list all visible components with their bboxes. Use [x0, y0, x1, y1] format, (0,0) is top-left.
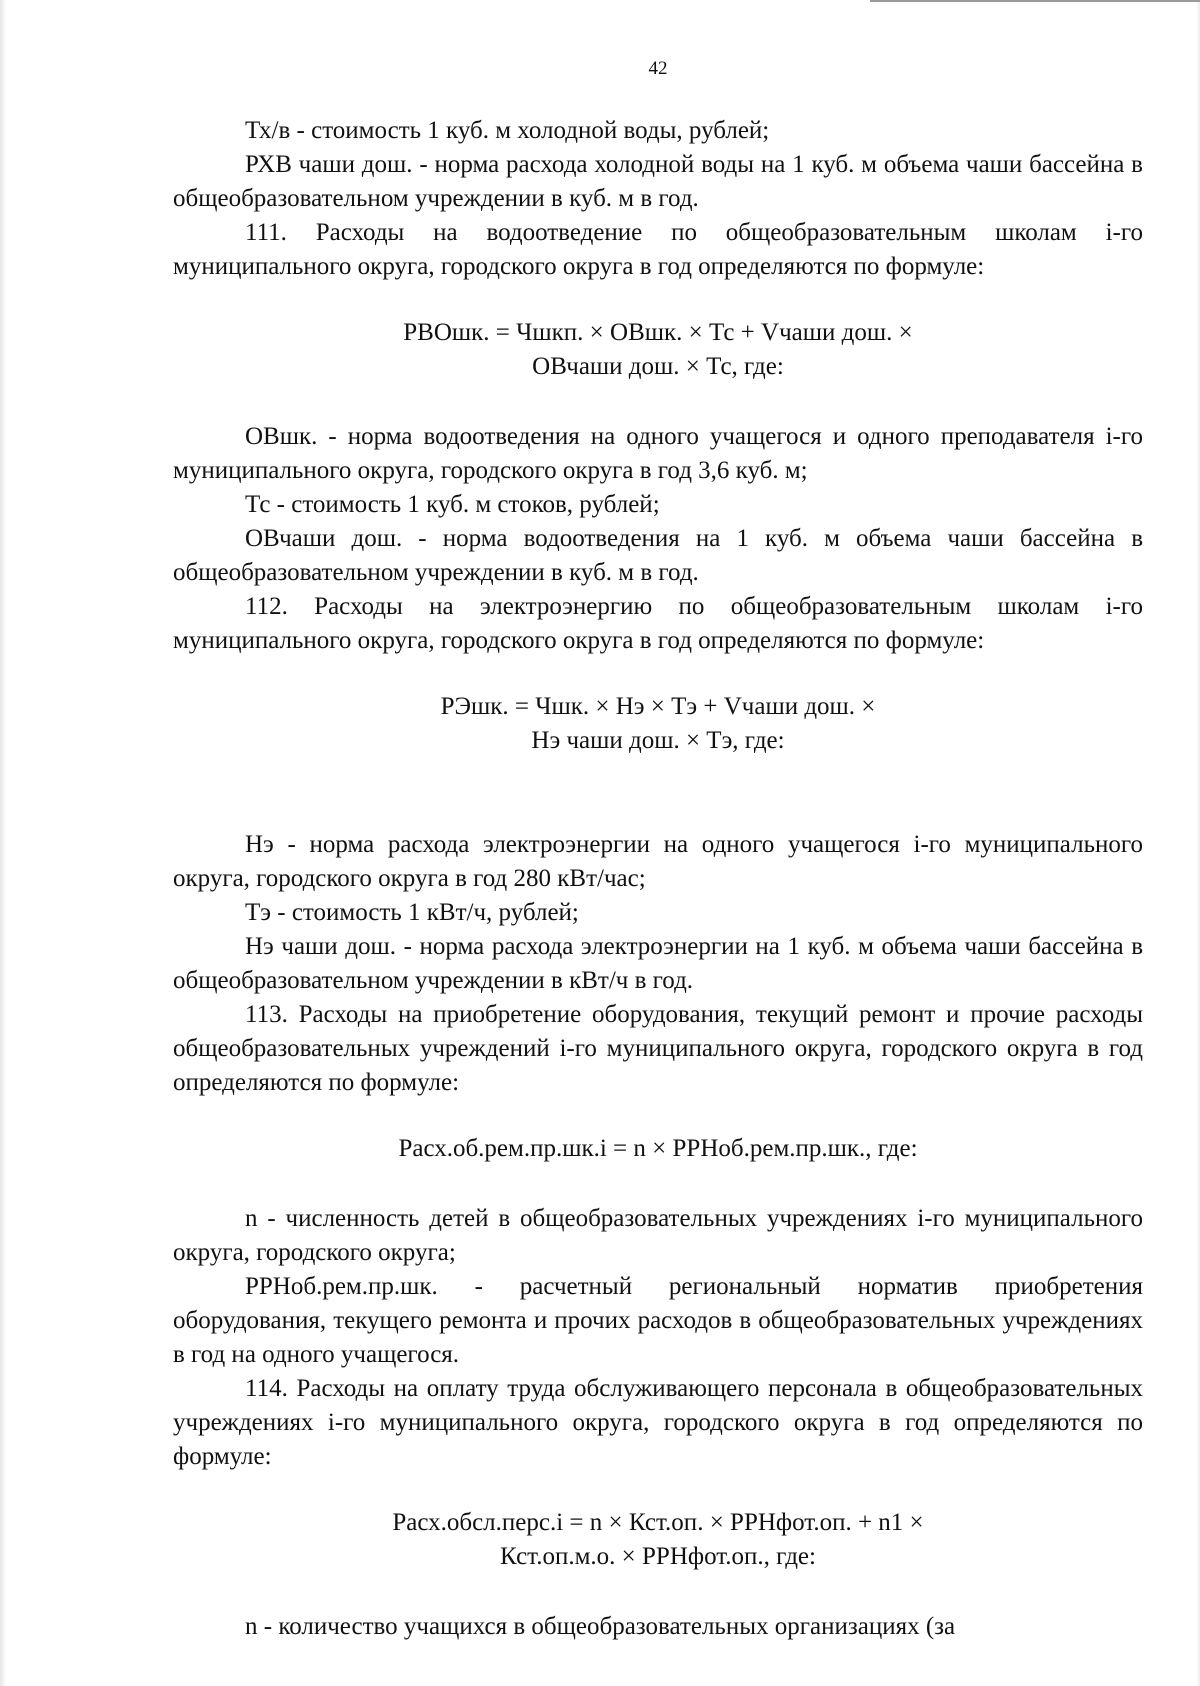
paragraph-ne-pool: Нэ чаши дош. - норма расхода электроэнергии на 1 куб. м объема чаши бассейна в общеобразовательном учреждении в кВт/ч в год.	[173, 933, 1143, 994]
paragraph-tx-cost: Тх/в - стоимость 1 куб. м холодной воды, рублей;	[245, 117, 770, 144]
formula-staff-line2: Кст.оп.м.о. × РРНфот.оп., где:	[500, 1543, 816, 1570]
paragraph-112: 112. Расходы на электроэнергию по общеобразовательным школам i-го муниципального округа, городского округа в год определяются по формуле:	[173, 593, 1143, 654]
formula-re-line1: РЭшк. = Чшк. × Нэ × Тэ + Vчаши дош. ×	[440, 693, 876, 720]
paragraph-tc-cost: Тс - стоимость 1 куб. м стоков, рублей;	[245, 491, 660, 518]
paragraph-n-students: n - количество учащихся в общеобразовательных организациях (за	[245, 1613, 956, 1640]
scan-edge-right	[1196, 0, 1200, 1686]
paragraph-rhv-norm: РХВ чаши дош. - норма расхода холодной воды на 1 куб. м объема чаши бассейна в общеобразовательном учреждении в куб. м в год.	[173, 151, 1143, 212]
paragraph-te-cost: Тэ - стоимость 1 кВт/ч, рублей;	[245, 899, 579, 926]
paragraph-ne-norm: Нэ - норма расхода электроэнергии на одного учащегося i-го муниципального округа, городского округа в год 280 кВт/час;	[173, 831, 1143, 892]
paragraph-ov-pool: ОВчаши дош. - норма водоотведения на 1 куб. м объема чаши бассейна в общеобразовательном учреждении в куб. м в год.	[173, 525, 1143, 586]
paragraph-114: 114. Расходы на оплату труда обслуживающего персонала в общеобразовательных учреждениях i-го муниципального округа, городского округа в год определяются по формуле:	[173, 1375, 1143, 1470]
scan-edge-left	[0, 0, 6, 1686]
formula-rvo-line2: ОВчаши дош. × Тс, где:	[532, 353, 784, 380]
document-body	[173, 114, 1143, 1644]
formula-staff-line1: Расх.обсл.перс.i = n × Кст.оп. × РРНфот.оп. + n1 ×	[392, 1509, 924, 1536]
page-number: 42	[648, 58, 668, 79]
paragraph-n-children: n - численность детей в общеобразовательных учреждениях i-го муниципального округа, городского округа;	[173, 1205, 1143, 1266]
paragraph-113: 113. Расходы на приобретение оборудования, текущий ремонт и прочие расходы общеобразовательных учреждений i-го муниципального округа, городского округа в год определяются по формуле:	[173, 1001, 1143, 1096]
paragraph-rrn-equipment: РРНоб.рем.пр.шк. - расчетный региональный норматив приобретения оборудования, текущего ремонта и прочих расходов в общеобразовательных учреждениях в год на одного учащегося.	[173, 1273, 1143, 1368]
paragraph-ov-norm: ОВшк. - норма водоотведения на одного учащегося и одного преподавателя i-го муниципального округа, городского округа в год 3,6 куб. м;	[173, 423, 1143, 484]
formula-equipment: Расх.об.рем.пр.шк.i = n × РРНоб.рем.пр.шк., где:	[398, 1135, 918, 1162]
formula-rvo-line1: РВОшк. = Чшкп. × ОВшк. × Тс + Vчаши дош. ×	[403, 319, 913, 346]
formula-re-line2: Нэ чаши дош. × Тэ, где:	[531, 727, 785, 754]
scan-top-line	[870, 0, 1200, 2]
paragraph-111: 111. Расходы на водоотведение по общеобразовательным школам i-го муниципального округа, городского округа в год определяются по формуле:	[173, 219, 1143, 280]
